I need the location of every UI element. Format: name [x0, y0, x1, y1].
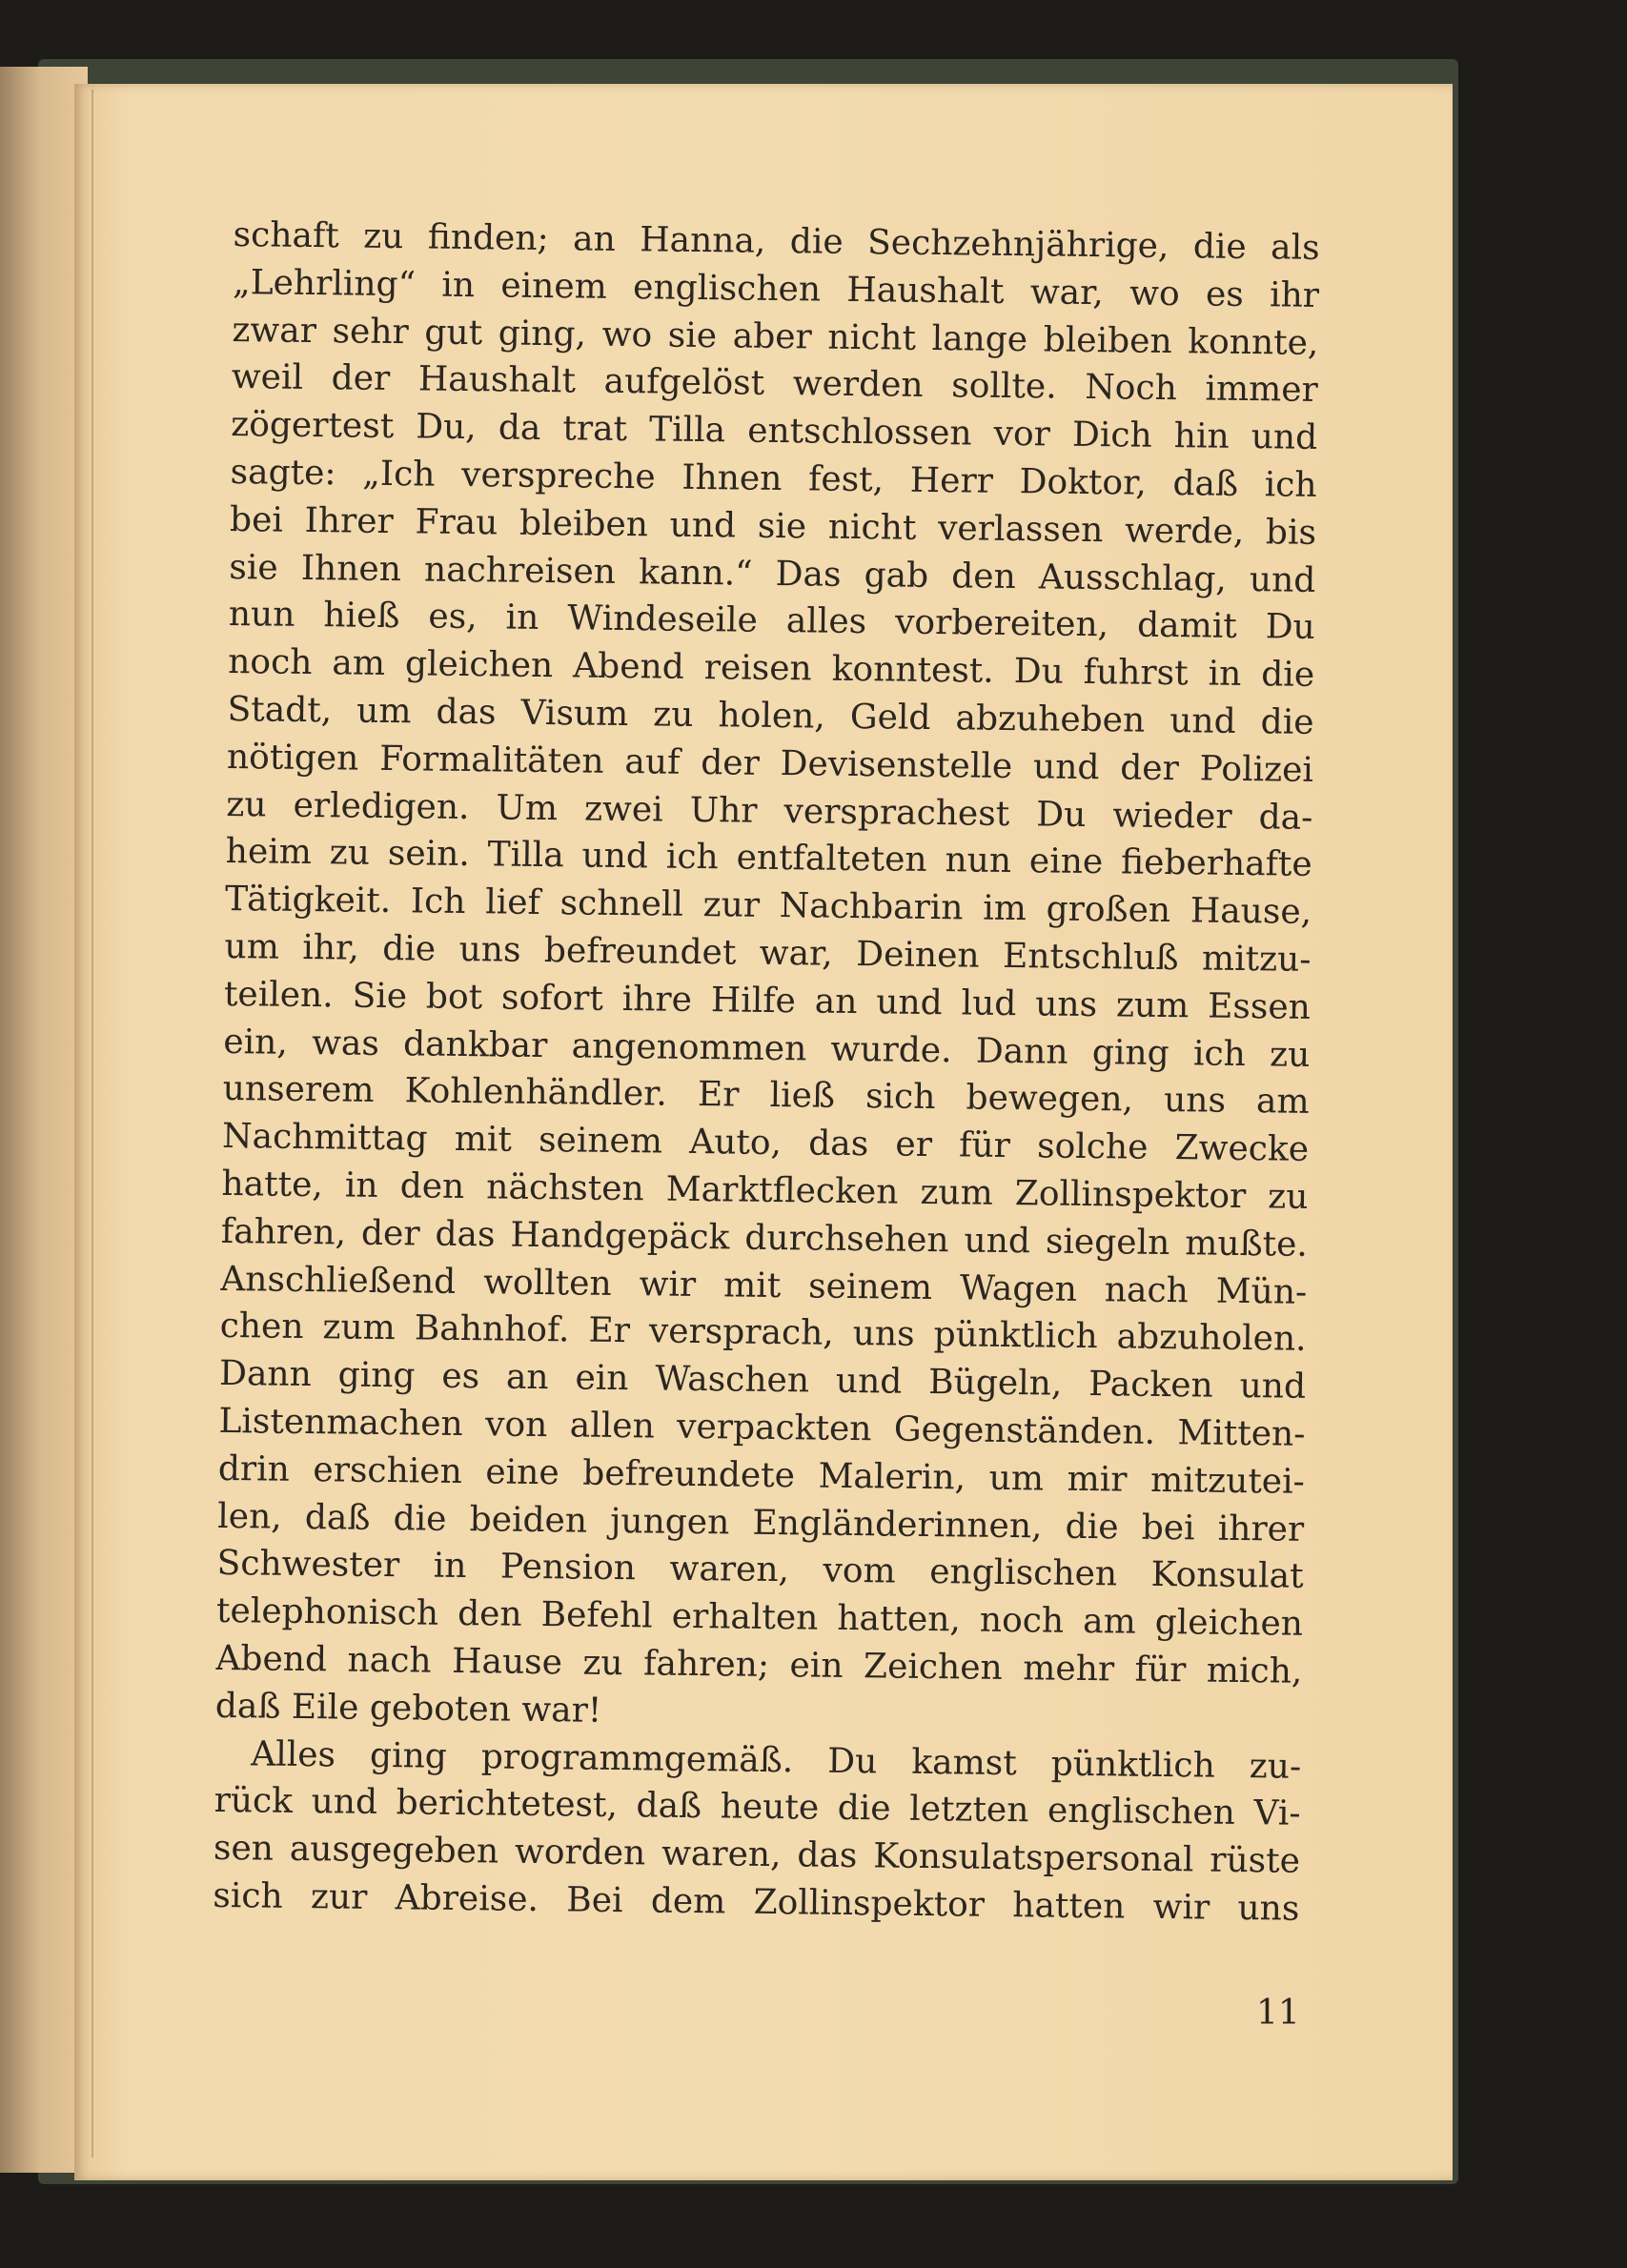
text-line: fahren, der das Handgepäck durchsehen und siegeln mußte. [220, 1211, 1309, 1265]
text-line: daß Eile geboten war! [214, 1686, 602, 1731]
text-line: Nachmittag mit seinem Auto, das er für solche Zwecke [221, 1117, 1310, 1169]
text-line: ein, was dankbar angenommen wurde. Dann ging ich zu [223, 1022, 1311, 1075]
page-gutter-line [92, 90, 93, 2157]
text-line: telephonisch den Befehl erhalten hatten, noch am gleichen [215, 1591, 1304, 1644]
text-line: Dann ging es an ein Waschen und Bügeln, Packen und [218, 1354, 1307, 1407]
text-line: hatte, in den nächsten Marktflecken zum Zollinspektor zu [221, 1164, 1309, 1217]
text-line: „Lehrling“ in einem englischen Haushalt war, wo es ihr [232, 262, 1320, 315]
text-line: Schwester in Pension waren, vom englischen Konsulat [216, 1544, 1304, 1597]
text-line: chen zum Bahnhof. Er versprach, uns pünktlich abzuholen. [219, 1306, 1307, 1360]
text-line: sie Ihnen nachreisen kann.“ Das gab den Ausschlag, und [229, 547, 1316, 600]
text-line: sich zur Abreise. Bei dem Zollinspektor hatten wir uns [213, 1875, 1300, 1929]
text-line: heim zu sein. Tilla und ich entfalteten nun eine fieberhafte [225, 832, 1312, 885]
text-line: teilen. Sie bot sofort ihre Hilfe an und lud uns zum Essen [223, 974, 1312, 1027]
body-text [213, 212, 1320, 1933]
text-line: Anschließend wollten wir mit seinem Wagen nach Mün- [220, 1259, 1308, 1312]
page-number: 11 [1256, 1994, 1300, 2033]
text-line: Stadt, um das Visum zu holen, Geld abzuheben und die [227, 689, 1314, 742]
text-line: schaft zu finden; an Hanna, die Sechzehnjährige, die als [233, 214, 1320, 268]
text-line: um ihr, die uns befreundet war, Deinen Entschluß mitzu- [224, 926, 1312, 980]
text-line: Tätigkeit. Ich lief schnell zur Nachbarin im großen Hause, [224, 880, 1312, 933]
text-line: nötigen Formalitäten auf der Devisenstelle und der Polizei [226, 737, 1314, 790]
text-line: sagte: „Ich verspreche Ihnen fest, Herr Doktor, daß ich [230, 452, 1317, 505]
text-line: Abend nach Hause zu fahren; ein Zeichen mehr für mich, [215, 1638, 1303, 1691]
text-line: zwar sehr gut ging, wo sie aber nicht lange bleiben konnte, [232, 310, 1319, 363]
text-line: zögertest Du, da trat Tilla entschlossen vor Dich hin und [231, 405, 1318, 458]
text-line: sen ausgegeben worden waren, das Konsulatspersonal rüste [213, 1828, 1301, 1881]
text-line: Alles ging programmgemäß. Du kamst pünktlich zu- [250, 1733, 1302, 1787]
text-line: weil der Haushalt aufgelöst werden sollte. Noch immer [231, 357, 1319, 411]
text-line: zu erledigen. Um zwei Uhr versprachest Du wieder da- [226, 784, 1313, 838]
text-line: nun hieß es, in Windeseile alles vorbereiten, damit Du [228, 595, 1315, 648]
text-line: noch am gleichen Abend reisen konntest. Du fuhrst in die [227, 642, 1315, 696]
text-line: unserem Kohlenhändler. Er ließ sich bewegen, uns am [222, 1069, 1310, 1123]
text-line: drin erschien eine befreundete Malerin, um mir mitzutei- [217, 1448, 1306, 1502]
text-line: bei Ihrer Frau bleiben und sie nicht verlassen werde, bis [229, 499, 1317, 553]
text-line: Listenmachen von allen verpackten Gegenständen. Mitten- [218, 1401, 1306, 1454]
text-line: len, daß die beiden jungen Engländerinnen, die bei ihrer [217, 1496, 1305, 1549]
text-line: rück und berichtetest, daß heute die letzten englischen Vi- [214, 1781, 1301, 1834]
